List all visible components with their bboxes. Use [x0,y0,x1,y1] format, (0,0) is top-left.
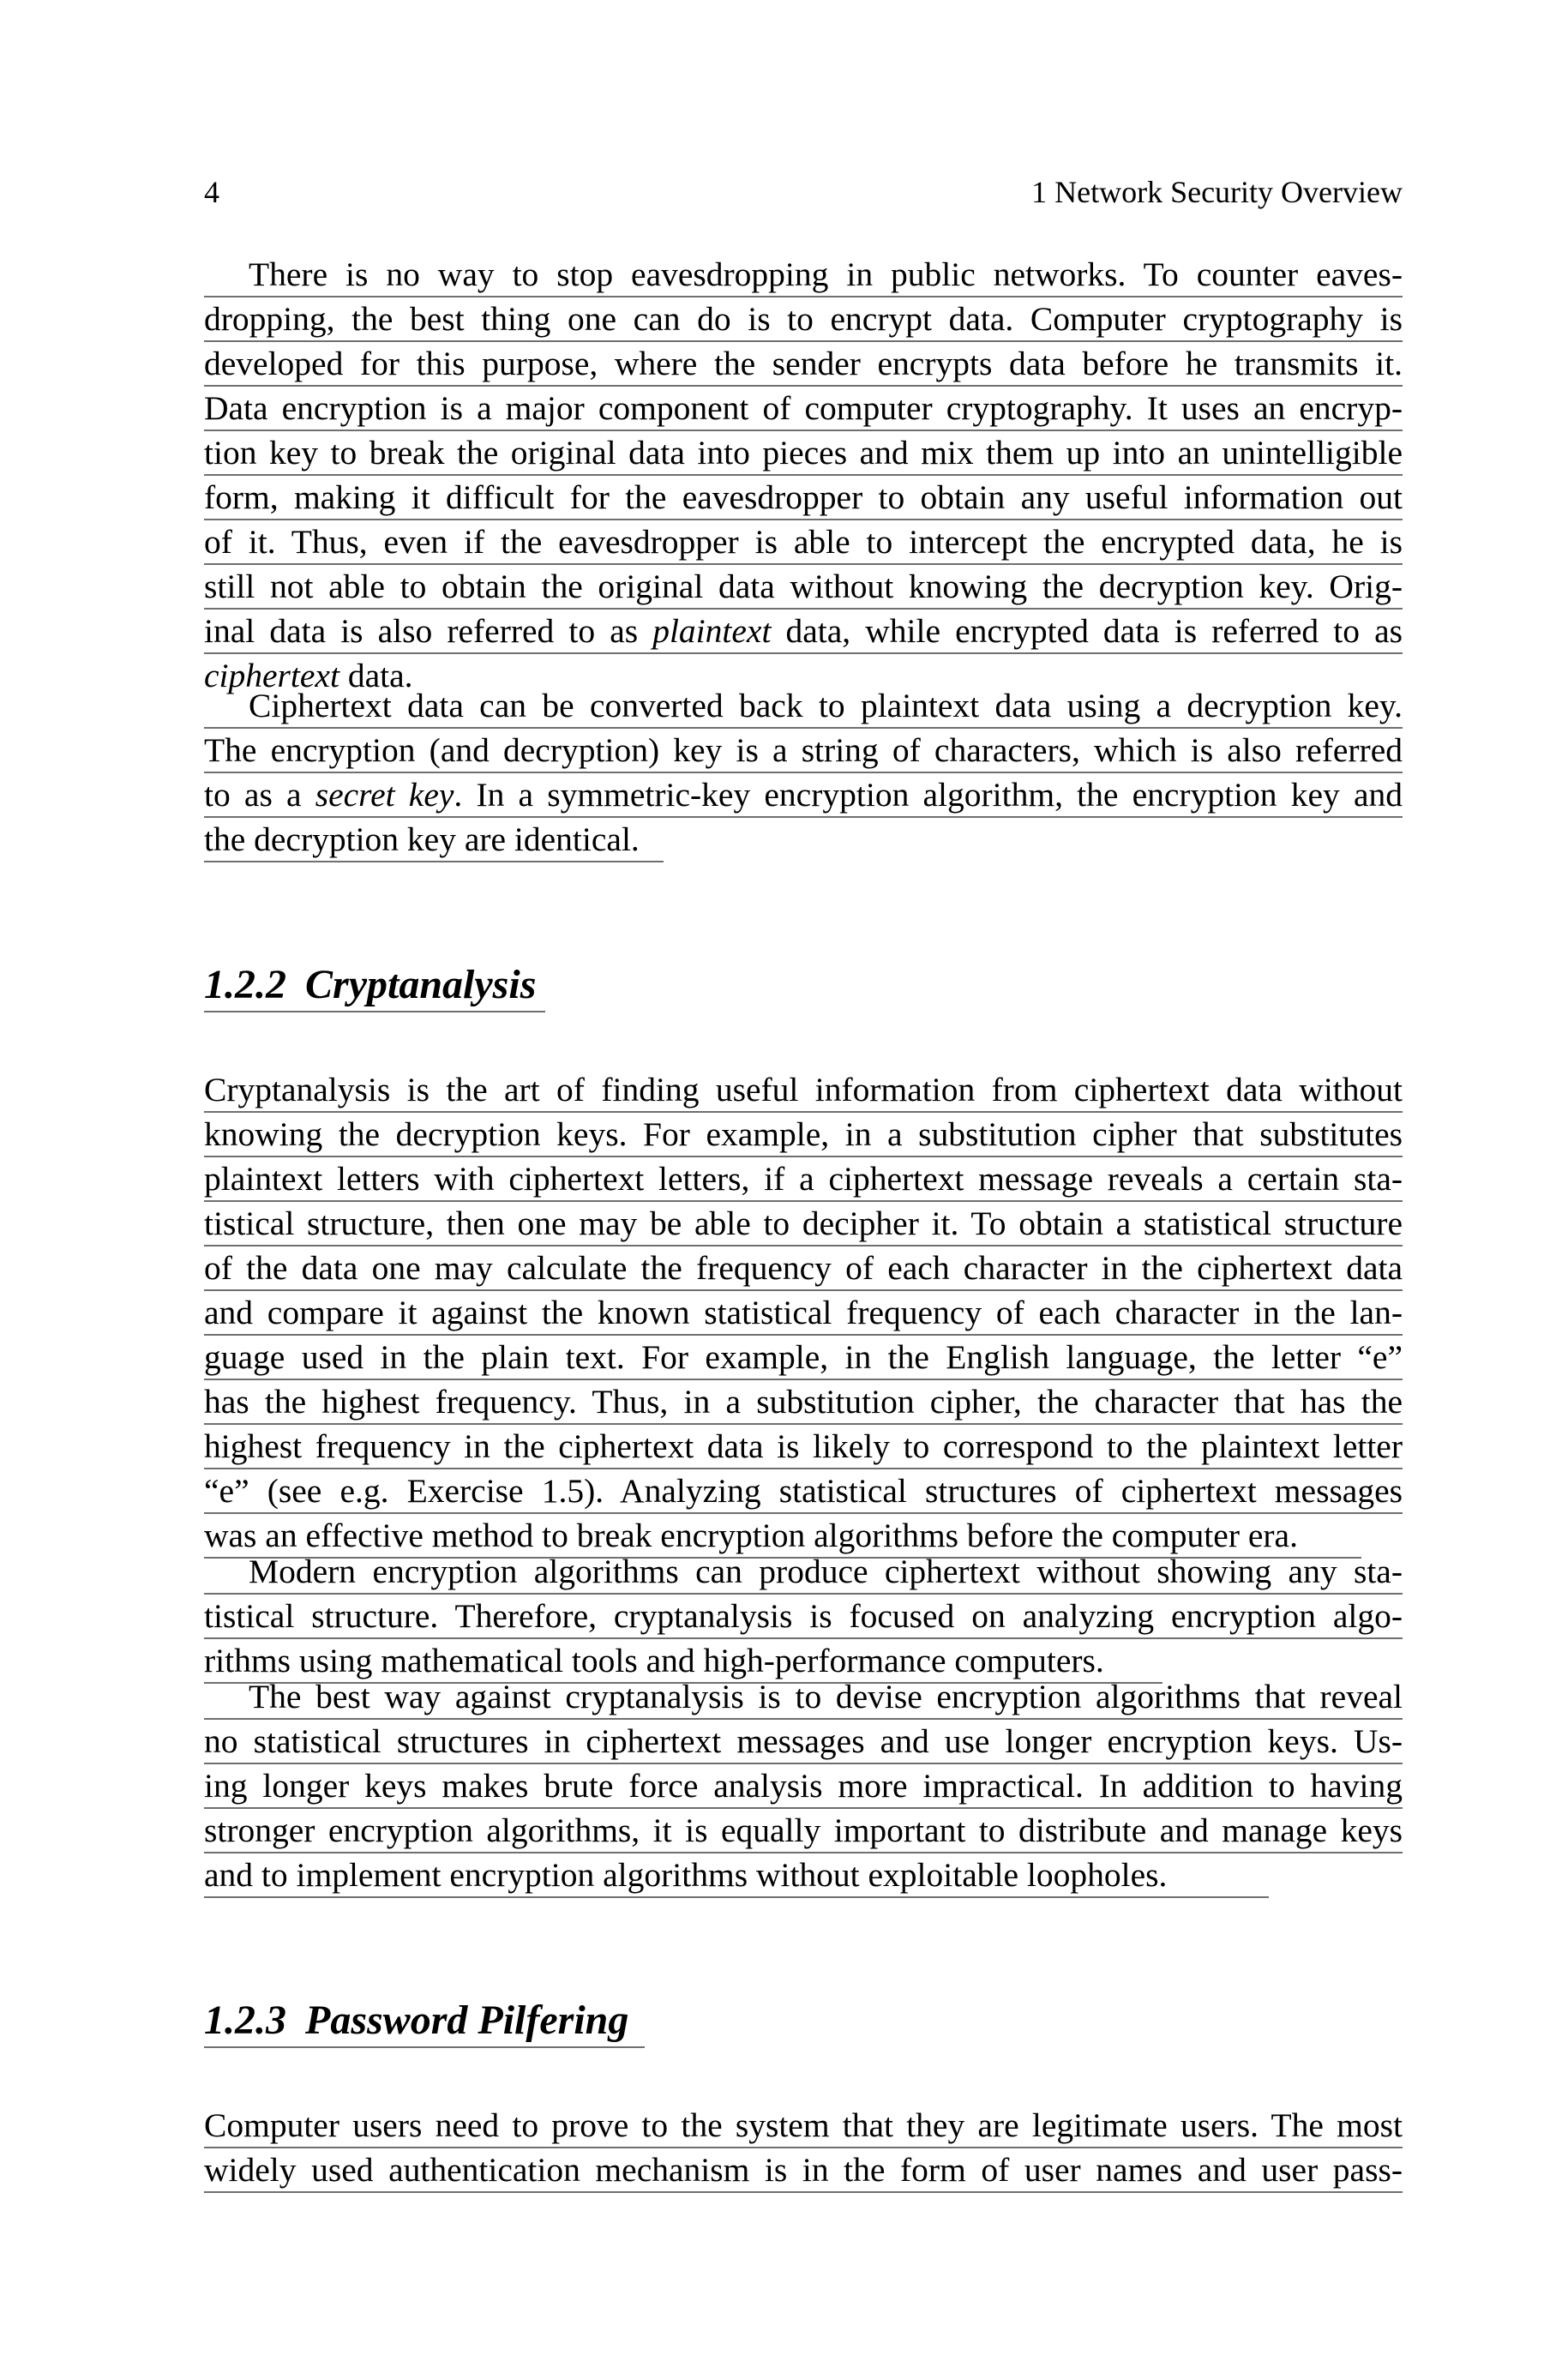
text-line: Data encryption is a major component of computer cryptography. It uses an encryp- [204,389,1403,427]
text-line: Computer users need to prove to the system that they are legitimate users. The most [204,2106,1403,2144]
text-line: “e” (see e.g. Exercise 1.5). Analyzing statistical structures of ciphertext messages [204,1472,1403,1510]
page-header [204,171,1403,213]
emphasis-secret-key: secret key [315,776,454,814]
underline-rule [204,2191,1403,2193]
text-span: data, while encrypted data is referred to as [771,612,1403,650]
text-line: tion key to break the original data into pieces and mix them up into an unintelligible [204,434,1403,472]
text-line: knowing the decryption keys. For example, in a substitution cipher that substitutes [204,1115,1403,1153]
section-number: 1.2.3 [204,1998,286,2043]
section-title: Password Pilfering [305,1998,629,2043]
text-line: rithms using mathematical tools and high-performance computers. [204,1642,1104,1679]
text-line: There is no way to stop eavesdropping in public networks. To counter eaves- [249,255,1403,293]
text-line: the decryption key are identical. [204,820,640,858]
section-title: Cryptanalysis [305,962,537,1007]
running-head: 1 Network Security Overview [1031,175,1403,209]
underline-rule [204,1011,545,1012]
text-line [204,610,1403,652]
text-line: dropping, the best thing one can do is to encrypt data. Computer cryptography is [204,300,1403,338]
section-heading-cryptanalysis [204,958,536,1012]
text-line: developed for this purpose, where the sender encrypts data before he transmits it. [204,345,1403,382]
text-line: tistical structure. Therefore, cryptanalysis is focused on analyzing encryption algo- [204,1597,1403,1635]
text-line: tistical structure, then one may be able to decipher it. To obtain a statistical structure [204,1205,1403,1242]
text-line: The best way against cryptanalysis is to devise encryption algorithms that reveal [249,1678,1403,1715]
text-line: widely used authentication mechanism is in the form of user names and user pass- [204,2151,1403,2189]
text-span: to as a [204,776,315,814]
text-line: and compare it against the known statistical frequency of each character in the lan- [204,1294,1403,1331]
emphasis-plaintext: plaintext [652,612,772,650]
text-span: data. [339,657,413,694]
text-line: and to implement encryption algorithms without exploitable loopholes. [204,1856,1168,1894]
emphasis-ciphertext: ciphertext [204,657,339,694]
underline-rule [204,2046,645,2048]
text-line [204,773,1403,816]
text-line: guage used in the plain text. For example, in the English language, the letter “e” [204,1338,1403,1376]
text-line: form, making it difficult for the eavesdropper to obtain any useful information out [204,478,1403,516]
underline-rule [204,861,664,862]
section-heading-password-pilfering [204,1993,628,2048]
text-line: has the highest frequency. Thus, in a substitution cipher, the character that has the [204,1383,1403,1421]
text-line: of the data one may calculate the frequency of each character in the ciphertext data [204,1249,1403,1287]
text-line: ing longer keys makes brute force analysis more impractical. In addition to having [204,1767,1403,1805]
text-line: no statistical structures in ciphertext messages and use longer encryption keys. Us- [204,1722,1403,1760]
text-line: Ciphertext data can be converted back to plaintext data using a decryption key. [249,687,1403,724]
text-line: of it. Thus, even if the eavesdropper is able to intercept the encrypted data, he is [204,523,1403,561]
text-line: Cryptanalysis is the art of finding useful information from ciphertext data without [204,1071,1403,1108]
text-line: highest frequency in the ciphertext data is likely to correspond to the plaintext letter [204,1427,1403,1465]
text-line: stronger encryption algorithms, it is equally important to distribute and manage keys [204,1811,1403,1849]
text-line: Modern encryption algorithms can produce ciphertext without showing any sta- [249,1553,1403,1590]
text-line: was an effective method to break encryption algorithms before the computer era. [204,1517,1298,1554]
underline-rule [204,1896,1269,1898]
section-number: 1.2.2 [204,962,286,1007]
text-span: inal data is also referred to as [204,612,653,650]
text-line: still not able to obtain the original data without knowing the decryption key. Orig- [204,568,1403,605]
page-number: 4 [204,175,219,209]
text-line: plaintext letters with ciphertext letters, if a ciphertext message reveals a certain sta- [204,1160,1403,1198]
text-line: The encryption (and decryption) key is a string of characters, which is also referred [204,731,1403,769]
text-span: . In a symmetric-key encryption algorithm, the encryption key and [454,776,1403,814]
